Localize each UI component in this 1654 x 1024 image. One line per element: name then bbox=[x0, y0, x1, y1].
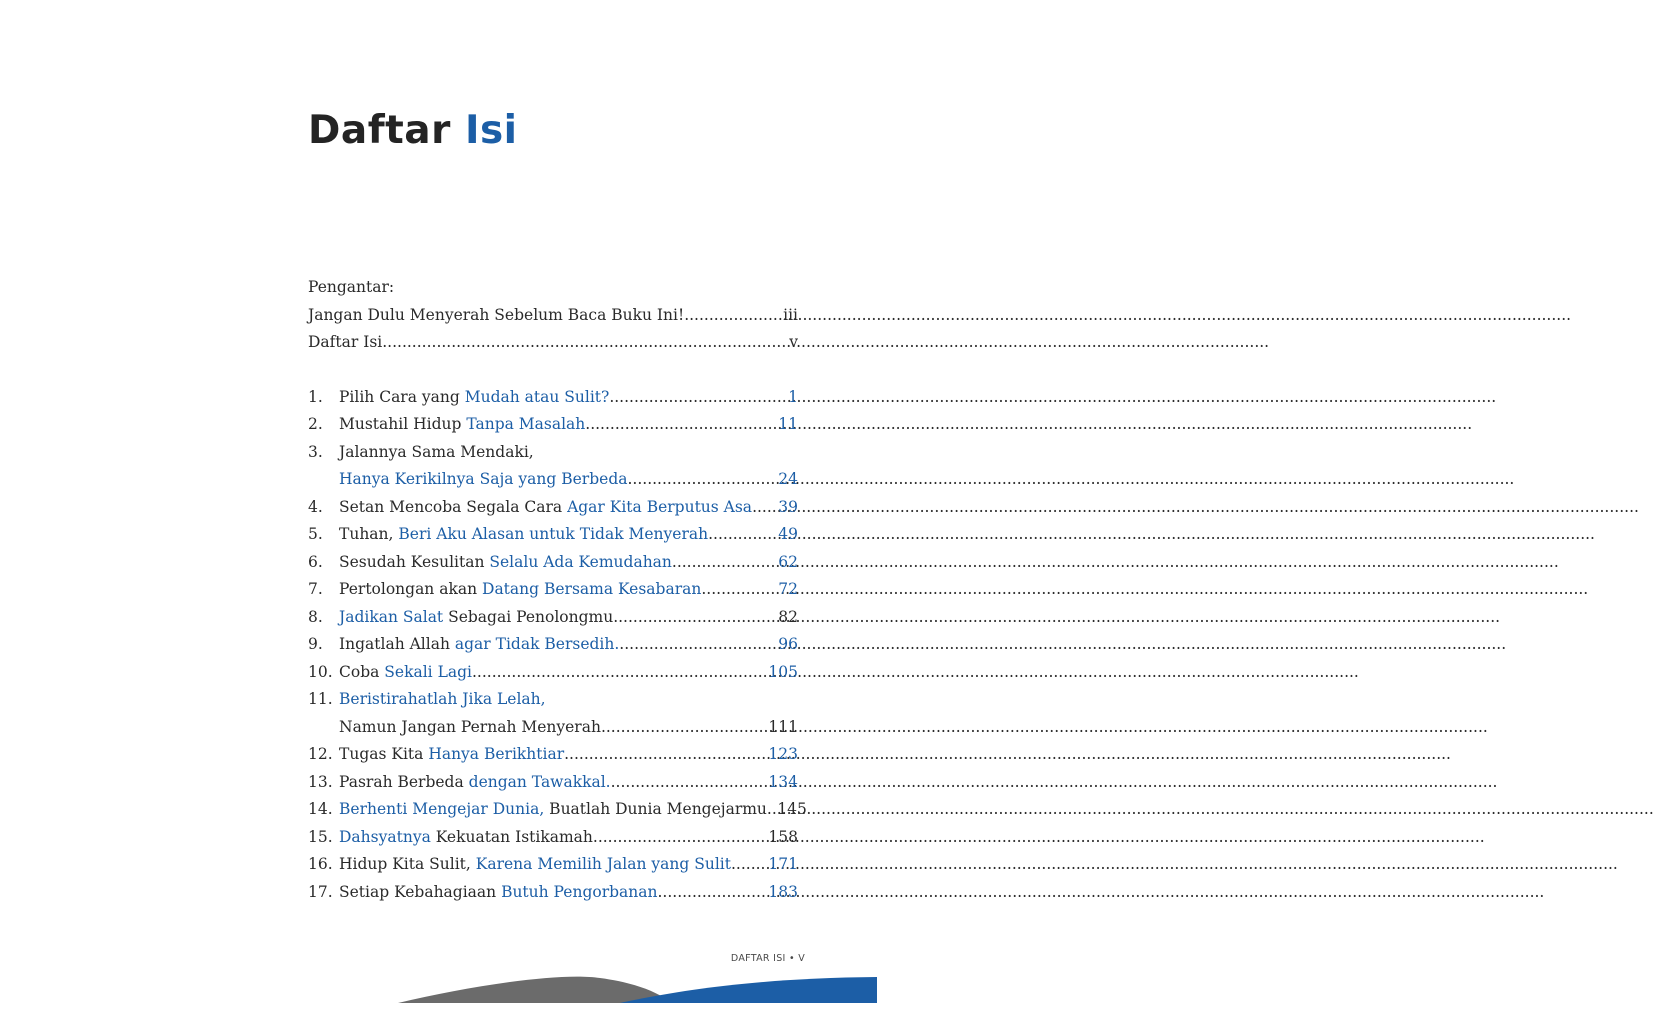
chapter-title: Pilih Cara yang Mudah atau Sulit? bbox=[339, 387, 610, 406]
chapter-title: Beristirahatlah Jika Lelah, bbox=[339, 690, 546, 708]
toc-page-number: 1 bbox=[788, 387, 798, 406]
toc-entry-chapter-14[interactable] bbox=[308, 796, 807, 824]
chapter-number: 3. bbox=[308, 442, 323, 461]
chapter-title: Tugas Kita Hanya Berikhtiar bbox=[339, 745, 565, 763]
toc-entry-chapter-1[interactable] bbox=[308, 384, 798, 412]
toc-entry-daftar-isi[interactable] bbox=[308, 329, 798, 357]
chapter-number: 7. bbox=[308, 580, 323, 598]
toc-page-number: 96 bbox=[778, 635, 798, 653]
title-accent: Isi bbox=[464, 108, 518, 153]
chapter-number: 16. bbox=[308, 855, 333, 873]
title-main: Daftar bbox=[308, 108, 451, 153]
toc-page-number: 11 bbox=[778, 415, 798, 433]
dot-leader bbox=[731, 851, 764, 879]
toc-spacer bbox=[308, 357, 798, 384]
chapter-number: 5. bbox=[308, 525, 323, 543]
toc-entry-chapter-3-cont[interactable] bbox=[308, 466, 798, 494]
chapter-number: 14. bbox=[308, 800, 333, 818]
toc-page-number: 171 bbox=[768, 855, 798, 873]
toc-entry-chapter-2[interactable] bbox=[308, 411, 798, 439]
toc-page-number: 123 bbox=[768, 745, 798, 763]
toc-entry-chapter-8[interactable] bbox=[308, 604, 798, 632]
chapter-title: Tuhan, Beri Aku Alasan untuk Tidak Menyerah bbox=[339, 525, 709, 543]
wave-gray-shape bbox=[398, 977, 672, 1003]
toc-entry-title: Jangan Dulu Menyerah Sebelum Baca Buku Ini! bbox=[308, 305, 685, 324]
dot-leader bbox=[601, 714, 764, 742]
dot-leader bbox=[598, 824, 764, 852]
toc-entry-title: Daftar Isi bbox=[308, 333, 383, 351]
toc-entry-chapter-10[interactable] bbox=[308, 659, 798, 687]
dot-leader bbox=[611, 769, 764, 797]
toc-page-number: 39 bbox=[778, 497, 798, 516]
chapter-title: Hidup Kita Sulit, Karena Memilih Jalan yang Sulit bbox=[339, 855, 731, 873]
toc-page-number: 158 bbox=[768, 827, 798, 846]
chapter-title: Ingatlah Allah agar Tidak Bersedih. bbox=[339, 635, 620, 653]
dot-leader bbox=[382, 329, 764, 357]
running-footer: DAFTAR ISI • V bbox=[730, 953, 805, 964]
chapter-title: Pasrah Berbeda dengan Tawakkal. bbox=[339, 772, 611, 791]
toc-entry-pengantar[interactable] bbox=[308, 302, 798, 330]
toc-page-number: 82 bbox=[778, 607, 798, 626]
chapter-number: 13. bbox=[308, 772, 333, 791]
chapter-number: 1. bbox=[308, 387, 323, 406]
toc-label-pengantar bbox=[308, 274, 798, 302]
chapter-title: Setiap Kebahagiaan Butuh Pengorbanan bbox=[339, 882, 658, 901]
chapter-title: Jadikan Salat Sebagai Penolongmu bbox=[339, 607, 614, 626]
dot-leader bbox=[672, 549, 764, 577]
toc-label: Pengantar: bbox=[308, 278, 395, 296]
toc-entry-chapter-11-cont[interactable] bbox=[308, 714, 798, 742]
toc-entry-chapter-16[interactable] bbox=[308, 851, 798, 879]
dot-leader bbox=[657, 879, 764, 907]
toc-page-number: 111 bbox=[768, 717, 798, 736]
chapter-number: 11. bbox=[308, 690, 333, 708]
chapter-number: 2. bbox=[308, 415, 323, 433]
toc-entry-chapter-3[interactable] bbox=[308, 439, 798, 467]
toc-page-number: 72 bbox=[778, 580, 798, 598]
toc-entry-chapter-13[interactable] bbox=[308, 769, 798, 797]
toc-entry-chapter-4[interactable] bbox=[308, 494, 798, 522]
page-title bbox=[308, 108, 518, 153]
dot-leader bbox=[627, 466, 764, 494]
toc-entry-chapter-6[interactable] bbox=[308, 549, 798, 577]
dot-leader bbox=[619, 631, 764, 659]
toc-entry-chapter-9[interactable] bbox=[308, 631, 798, 659]
chapter-number: 15. bbox=[308, 827, 333, 846]
toc-page-number: 183 bbox=[768, 882, 798, 901]
dot-leader bbox=[613, 604, 764, 632]
chapter-number: 17. bbox=[308, 882, 333, 901]
chapter-number: 10. bbox=[308, 662, 333, 681]
chapter-title: Sesudah Kesulitan Selalu Ada Kemudahan bbox=[339, 552, 672, 571]
toc-page-number: iii bbox=[783, 305, 798, 324]
chapter-title-cont: Namun Jangan Pernah Menyerah bbox=[339, 717, 601, 736]
chapter-title: Dahsyatnya Kekuatan Istikamah. bbox=[339, 827, 598, 846]
toc-entry-chapter-7[interactable] bbox=[308, 576, 798, 604]
toc-page-number: 24 bbox=[778, 470, 798, 488]
toc-page-number: 134 bbox=[768, 772, 798, 791]
dot-leader bbox=[609, 384, 764, 412]
chapter-title: Pertolongan akan Datang Bersama Kesabaran bbox=[339, 580, 702, 598]
chapter-title: Mustahil Hidup Tanpa Masalah bbox=[339, 415, 586, 433]
toc-page-number: 49 bbox=[778, 525, 798, 543]
dot-leader bbox=[684, 302, 764, 330]
chapter-number: 4. bbox=[308, 497, 323, 516]
dot-leader bbox=[564, 741, 764, 769]
toc-entry-chapter-12[interactable] bbox=[308, 741, 798, 769]
toc-page-number: 62 bbox=[778, 552, 798, 571]
chapter-title: Jalannya Sama Mendaki, bbox=[339, 442, 534, 461]
chapter-title: Berhenti Mengejar Dunia, Buatlah Dunia Mengejarmu bbox=[339, 800, 767, 818]
toc-entry-chapter-15[interactable] bbox=[308, 824, 798, 852]
toc-page-number: v bbox=[789, 333, 798, 351]
dot-leader bbox=[701, 576, 764, 604]
chapter-number: 9. bbox=[308, 635, 323, 653]
chapter-number: 6. bbox=[308, 552, 323, 571]
toc-page-number: 105 bbox=[768, 662, 798, 681]
dot-leader bbox=[708, 521, 764, 549]
decorative-wave bbox=[0, 960, 1024, 1024]
dot-leader bbox=[472, 659, 764, 687]
chapter-number: 8. bbox=[308, 607, 323, 626]
dot-leader bbox=[752, 494, 764, 522]
table-of-contents bbox=[308, 274, 807, 906]
toc-entry-chapter-11[interactable] bbox=[308, 686, 798, 714]
toc-page-number: 145 bbox=[777, 800, 807, 818]
chapter-title: Setan Mencoba Segala Cara Agar Kita Berputus Asa bbox=[339, 497, 753, 516]
toc-entry-chapter-5[interactable] bbox=[308, 521, 798, 549]
chapter-title: Coba Sekali Lagi bbox=[339, 662, 472, 681]
toc-entry-chapter-17[interactable] bbox=[308, 879, 798, 907]
dot-leader bbox=[585, 411, 764, 439]
chapter-number: 12. bbox=[308, 745, 333, 763]
chapter-title-cont: Hanya Kerikilnya Saja yang Berbeda bbox=[339, 470, 628, 488]
wave-blue-shape bbox=[620, 977, 877, 1003]
